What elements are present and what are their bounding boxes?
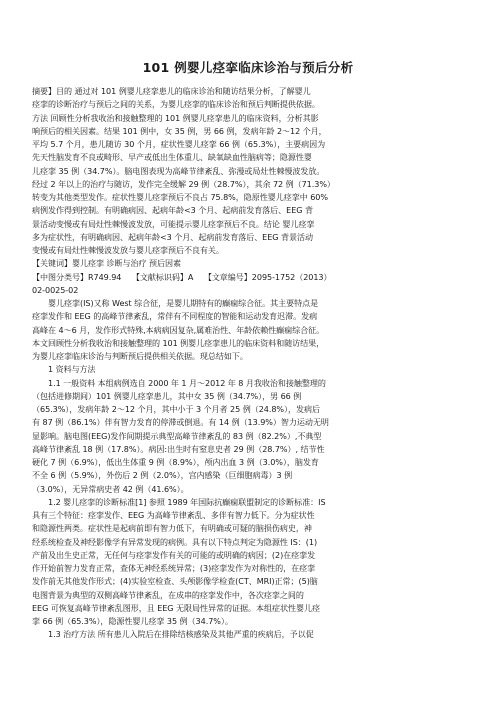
body-text-line: 转变为其他类型发作。症状性婴儿痉挛预后不良占 75.8%，隐原性婴儿痉挛中 60% [32, 193, 328, 202]
document-body [32, 85, 464, 642]
body-text-line: 显影响。脑电图(EEG)发作间期提示典型高峰节律紊乱的 83 例（82.2%）,不典型 [32, 431, 322, 441]
body-text-line: 【关键词】婴儿痉挛 诊断与治疗 预后因素 [32, 259, 181, 269]
body-text-line: EEG 可恢复高峰节律紊乱图形，且 EEG 无限局性异常的证据。本组症状性婴儿痉 [32, 603, 320, 613]
body-text-line: 产前及出生史正常，无任何与痉挛发作有关的可能的或明确的病因；(2)在痉挛发 [32, 550, 316, 560]
body-text-line: （65.3%），发病年龄 2～12 个月，其中小于 3 个月者 25 例（24.8%），发病后 [32, 405, 320, 414]
document-title: 101 例婴儿痉挛临床诊治与预后分析 [142, 60, 354, 75]
body-text-line: 02-0025-02 [32, 285, 79, 295]
body-text-line: 痉挛发作和 EEG 的高峰节律紊乱，常伴有不同程度的智能和运动发育迟滞。发病 [32, 312, 318, 322]
body-text-line: 电图背景为典型的双侧高峰节律紊乱，在成串的痉挛发作中，各次痉挛之间的 [32, 590, 304, 600]
body-text-line: 为婴儿痉挛临床诊治与判断预后提供相关依据。现总结如下。 [32, 352, 248, 361]
body-text-line: 平均 5.7 个月，患儿随访 30 个月，症状性婴儿痉挛 66 例（65.3%），主要病因为 [32, 140, 326, 149]
body-text-line: 痉挛的诊断治疗与预后之间的关系，为婴儿痉挛的临床诊治和预后判断提供依据。 [32, 100, 320, 110]
body-text-line: 有 87 例（86.1%）伴有智力发育的停滞或倒退。有 14 例（13.9%）智力运动无明 [32, 418, 329, 428]
body-text-line: 高峰节律紊乱 18 例（17.8%）。病因:出生时有窒息史者 29 例（28.7%）, 结节性 [32, 444, 325, 454]
body-text-line: 1.3 治疗方法 所有患儿入院后在排除结核感染及其他严重的疾病后，予以促 [32, 630, 314, 640]
body-text-line: 儿痉挛 35 例（34.7%）。脑电图表现为高峰节律紊乱、弥漫或局灶性棘慢波发放。 [32, 166, 325, 176]
body-text-line: 景活动变慢或有局灶性棘慢波发放，可能提示婴儿痉挛预后不良。结论 婴儿痉挛 [32, 219, 315, 229]
body-text-line: 不全 6 例（5.9%），外伤后 2 例（2.0%），宫内感染（巨细胞病毒）3 例 [32, 471, 293, 481]
body-text-line: 多为症状性，有明确病因、起病年龄<3 个月、起病前发育落后、EEG 背景活动 [32, 232, 313, 242]
body-text-line: 变慢或有局灶性棘慢波发放与婴儿痉挛预后不良有关。 [32, 246, 224, 255]
body-text-line: 发作前无其他发作形式；(4)实验室检查、头颅影像学检查(CT、MRI)正常；(5)脑 [32, 577, 318, 587]
body-text-line: 响预后的相关因素。结果 101 例中，女 35 例，男 66 例，发病年龄 2～12 个月， [32, 126, 327, 136]
body-text-line: 方法 回顾性分析我收治和接触整理的 101 例婴儿痉挛患儿的临床资料，分析其影 [32, 113, 319, 123]
body-text-line: 高峰在 4～6 月，发作形式特殊,本病病因复杂,属难治性、年龄依赖性癫痫综合征。 [32, 325, 325, 335]
body-text-line: （3.0%），无异常病史者 42 例（41.6%）。 [32, 484, 189, 494]
body-text-line: 作开始前智力发育正常，查体无神经系统异常；(3)痉挛发作为对称性的，在痉挛 [32, 564, 316, 573]
body-text-line: 本文回顾性分析我收治和接触整理的 101 例婴儿痉挛患儿的临床资料和随访结果， [32, 338, 325, 348]
body-text-line: 硬化 7 例（6.9%），低出生体重 9 例（8.9%），颅内出血 3 例（3.0%），脑发育 [32, 458, 319, 467]
body-text-line: 挛 66 例（65.3%），隐源性婴儿痉挛 35 例（34.7%）。 [32, 617, 233, 626]
body-text-line: 摘要】目的 通过对 101 例婴儿痉挛患儿的临床诊治和随访结果分析，了解婴儿 [32, 87, 311, 96]
body-text-line: 和隐源性两类。症状性是起病前即有智力低下，有明确或可疑的脑损伤病史，神 [32, 524, 312, 534]
body-text-line: 具有三个特征：痉挛发作、EEG 为高峰节律紊乱、多伴有智力低下。分为症状性 [32, 511, 315, 520]
body-text-line: 1 资料与方法 [32, 365, 96, 375]
body-text-line: 经系统检查及神经影像学有异常发现的病例。具有以下特点判定为隐源性 IS：(1) [32, 537, 318, 547]
body-text-line: 【中图分类号】R749.94 【文献标识码】A 【文章编号】2095-1752（2013） [32, 272, 332, 282]
body-text-line: 病例发作得到控制。有明确病因、起病年龄<3 个月、起病前发育落后、EEG 背 [32, 206, 313, 216]
body-text-line: 1.1 一般资料 本组病例选自 2000 年 1 月～2012 年 8 月我收治和接触整理的 [32, 378, 326, 388]
body-text-line: （包括进修期间）101 例婴儿痉挛患儿，其中女 35 例（34.7%），男 66 例 [32, 391, 302, 401]
body-text-line: 经过 2 年以上的治疗与随访，发作完全缓解 29 例（28.7%），其余 72 例（71.3%） [32, 179, 335, 189]
body-text-line: 婴儿痉挛(IS)又称 West 综合征，是婴儿期特有的癫痫综合征。其主要特点是 [32, 299, 319, 308]
body-text-line: 1.2 婴儿痉挛的诊断标准[1] 参照 1989 年国际抗癫痫联盟制定的诊断标准：IS [32, 497, 326, 507]
body-text-line: 先天性脑发育不良或畸形、早产或低出生体重儿、缺氧缺血性脑病等；隐源性婴 [32, 153, 312, 163]
